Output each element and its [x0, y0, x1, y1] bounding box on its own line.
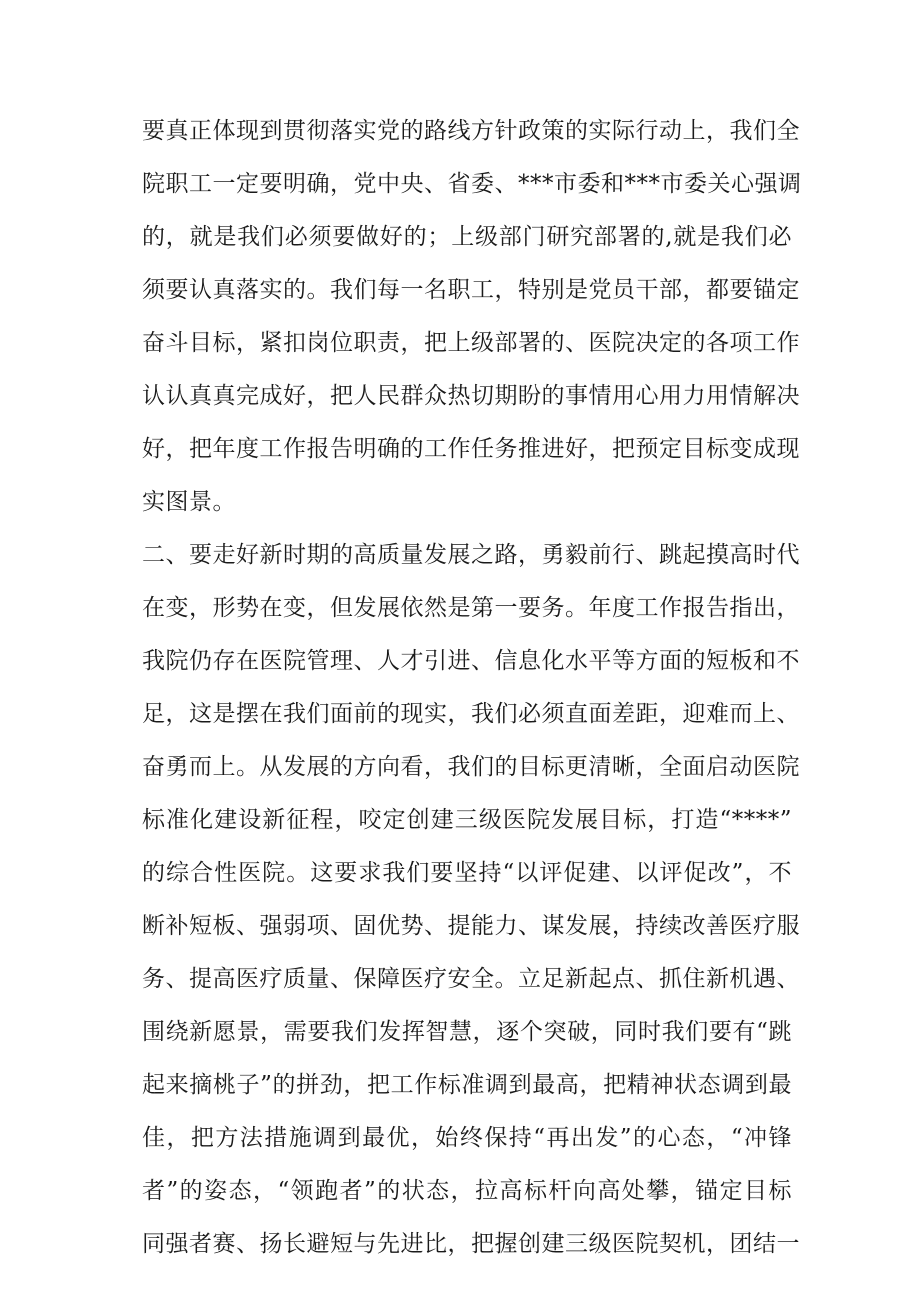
text-line: 者”的姿态，“领跑者”的状态，拉高标杆向高处攀，锚定目标	[142, 1178, 792, 1204]
text-line: 标准化建设新征程，咬定创建三级医院发展目标，打造“****”	[142, 807, 792, 833]
text-line: 务、提高医疗质量、保障医疗安全。立足新起点、抓住新机遇、	[142, 966, 800, 992]
text-line: 佳，把方法措施调到最优，始终保持“再出发”的心态，“冲锋	[142, 1125, 792, 1151]
text-line: 须要认真落实的。我们每一名职工，特别是党员干部，都要锚定	[142, 277, 800, 303]
text-line: 我院仍存在医院管理、人才引进、信息化水平等方面的短板和不	[142, 648, 800, 674]
text-line: 奋勇而上。从发展的方向看，我们的目标更清晰，全面启动医院	[142, 754, 800, 780]
body-text	[142, 105, 802, 1271]
text-line: 同强者赛、扬长避短与先进比，把握创建三级医院契机，团结一	[142, 1231, 800, 1257]
text-line: 的，就是我们必须要做好的；上级部门研究部署的,就是我们必	[142, 224, 792, 250]
text-line: 的综合性医院。这要求我们要坚持“以评促建、以评促改”，不	[142, 860, 792, 886]
section-heading-line: 二、要走好新时期的高质量发展之路，勇毅前行、跳起摸高时代	[142, 542, 800, 568]
text-line: 足，这是摆在我们面前的现实，我们必须直面差距，迎难而上、	[142, 701, 800, 727]
text-line: 院职工一定要明确，党中央、省委、***市委和***市委关心强调	[142, 171, 802, 197]
text-line: 在变，形势在变，但发展依然是第一要务。年度工作报告指出，	[142, 595, 800, 621]
text-line: 要真正体现到贯彻落实党的路线方针政策的实际行动上，我们全	[142, 118, 800, 144]
text-line: 奋斗目标，紧扣岗位职责，把上级部署的、医院决定的各项工作	[142, 330, 800, 356]
text-line: 围绕新愿景，需要我们发挥智慧，逐个突破，同时我们要有“跳	[142, 1019, 792, 1045]
text-line: 好，把年度工作报告明确的工作任务推进好，把预定目标变成现	[142, 436, 800, 462]
text-line: 起来摘桃子”的拼劲，把工作标准调到最高，把精神状态调到最	[142, 1072, 792, 1098]
text-line: 断补短板、强弱项、固优势、提能力、谋发展，持续改善医疗服	[142, 913, 800, 939]
text-line: 认认真真完成好，把人民群众热切期盼的事情用心用力用情解决	[142, 383, 800, 409]
text-line: 实图景。	[142, 489, 236, 515]
